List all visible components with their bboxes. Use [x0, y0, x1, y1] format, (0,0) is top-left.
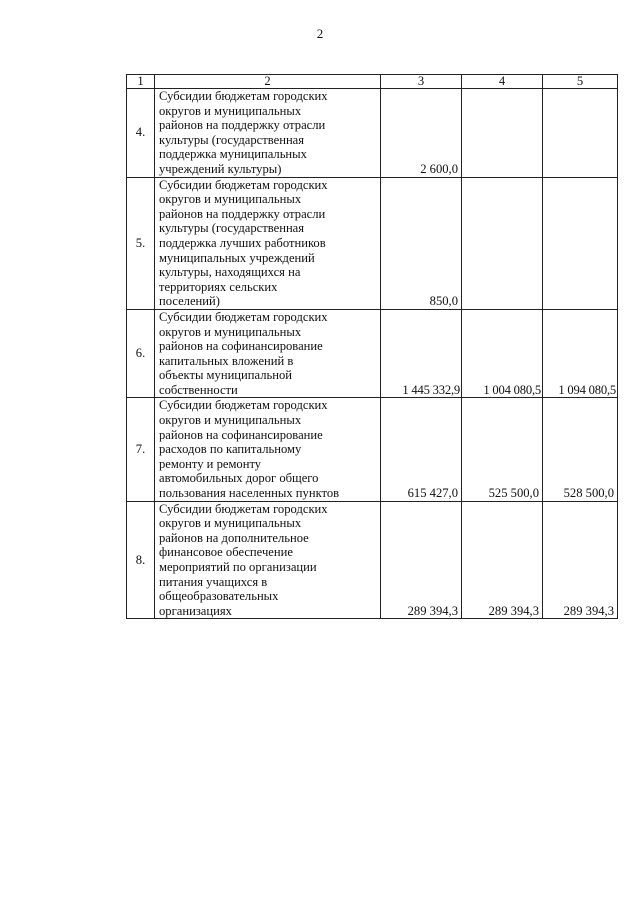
- row-number: 5.: [127, 177, 155, 309]
- column-number-3: 3: [381, 75, 462, 89]
- column-number-1: 1: [127, 75, 155, 89]
- row-number: 6.: [127, 309, 155, 398]
- amount-col3: 850,0: [381, 177, 462, 309]
- amount-col5: [543, 177, 618, 309]
- amount-col4: 289 394,3: [462, 501, 543, 619]
- description-line: капитальных вложений в: [159, 353, 294, 368]
- description-line: автомобильных дорог общего: [159, 471, 319, 486]
- description-line: ремонту и ремонту: [159, 456, 262, 471]
- description-line: Субсидии бюджетам городских: [159, 89, 328, 103]
- description-line: Субсидии бюджетам городских: [159, 398, 328, 413]
- row-description: [155, 89, 381, 178]
- description-line: учреждений культуры): [159, 161, 282, 176]
- description-line: округов и муниципальных: [159, 413, 302, 428]
- description-line: культуры (государственная: [159, 221, 305, 236]
- column-number-4: 4: [462, 75, 543, 89]
- row-number: 7.: [127, 398, 155, 501]
- amount-col3: 1 445 332,9: [381, 309, 462, 398]
- row-number: 4.: [127, 89, 155, 178]
- table-row: [127, 398, 618, 501]
- description-line: районов на поддержку отрасли: [159, 206, 326, 221]
- description-line: районов на софинансирование: [159, 427, 323, 442]
- description-line: районов на дополнительное: [159, 530, 309, 545]
- amount-col5: 528 500,0: [543, 398, 618, 501]
- description-line: округов и муниципальных: [159, 103, 302, 118]
- description-line: расходов по капитальному: [159, 442, 302, 457]
- description-line: питания учащихся в: [159, 574, 268, 589]
- subsidies-table: [126, 74, 618, 619]
- description-line: поддержка муниципальных: [159, 147, 307, 162]
- row-description: [155, 309, 381, 398]
- row-number: 8.: [127, 501, 155, 619]
- row-description: [155, 501, 381, 619]
- description-line: районов на софинансирование: [159, 339, 323, 354]
- amount-col4: 525 500,0: [462, 398, 543, 501]
- table-header-row: [127, 75, 618, 89]
- amount-col4: [462, 177, 543, 309]
- amount-col3: 2 600,0: [381, 89, 462, 178]
- table-row: [127, 177, 618, 309]
- description-line: округов и муниципальных: [159, 192, 302, 207]
- description-line: культуры, находящихся на: [159, 265, 301, 280]
- amount-col5: 289 394,3: [543, 501, 618, 619]
- description-line: организациях: [159, 603, 232, 618]
- description-line: округов и муниципальных: [159, 324, 302, 339]
- amount-col4: 1 004 080,5: [462, 309, 543, 398]
- amount-col4: [462, 89, 543, 178]
- column-number-2: 2: [155, 75, 381, 89]
- description-line: поддержка лучших работников: [159, 235, 326, 250]
- description-line: территориях сельских: [159, 279, 278, 294]
- table-row: [127, 309, 618, 398]
- description-line: объекты муниципальной: [159, 368, 293, 383]
- row-description: [155, 398, 381, 501]
- table-row: [127, 501, 618, 619]
- description-line: пользования населенных пунктов: [159, 486, 340, 501]
- description-line: поселений): [159, 294, 220, 309]
- table-row: [127, 89, 618, 178]
- description-line: финансовое обеспечение: [159, 545, 293, 560]
- description-line: собственности: [159, 382, 238, 397]
- description-line: Субсидии бюджетам городских: [159, 309, 328, 324]
- description-line: мероприятий по организации: [159, 560, 317, 574]
- description-line: общеобразовательных: [159, 589, 279, 604]
- column-number-5: 5: [543, 75, 618, 89]
- amount-col3: 289 394,3: [381, 501, 462, 619]
- description-line: муниципальных учреждений: [159, 250, 315, 265]
- description-line: районов на поддержку отрасли: [159, 118, 326, 133]
- description-line: Субсидии бюджетам городских: [159, 177, 328, 192]
- row-description: [155, 177, 381, 309]
- page-number: 2: [316, 26, 324, 41]
- description-line: округов и муниципальных: [159, 516, 302, 531]
- amount-col3: 615 427,0: [381, 398, 462, 501]
- amount-col5: 1 094 080,5: [543, 309, 618, 398]
- amount-col5: [543, 89, 618, 178]
- description-line: культуры (государственная: [159, 132, 305, 147]
- description-line: Субсидии бюджетам городских: [159, 501, 328, 516]
